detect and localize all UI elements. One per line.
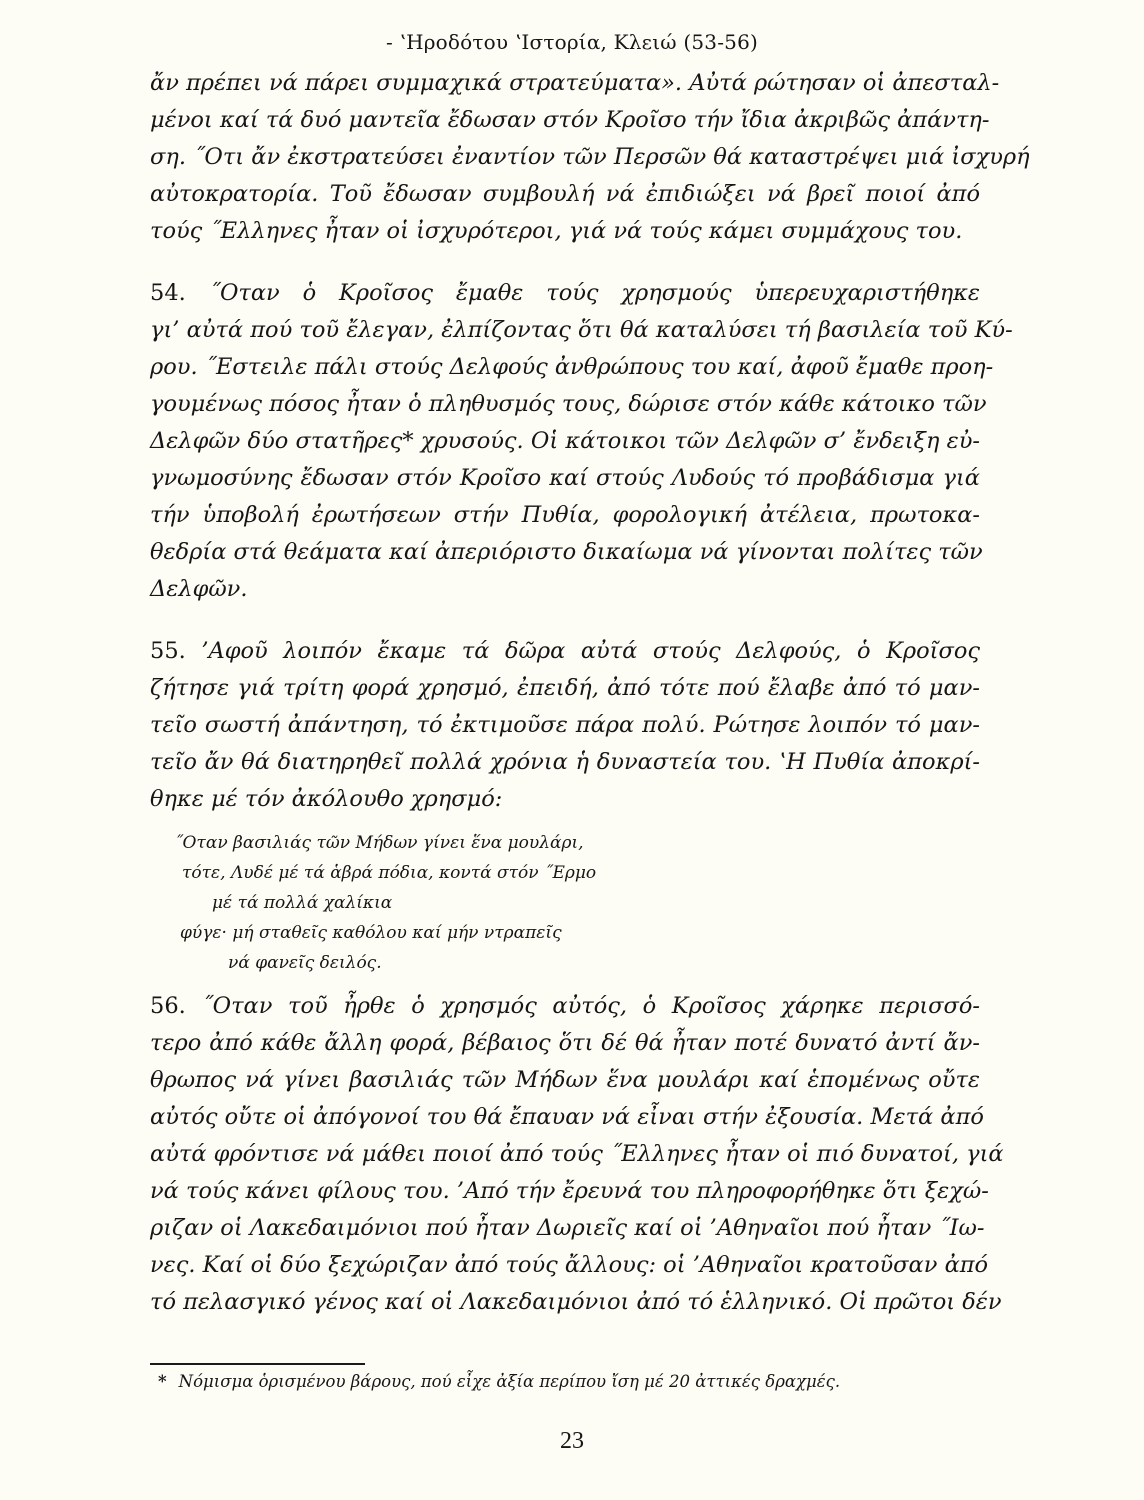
text-line: γι’ αὐτά πού τοῦ ἔλεγαν, ἐλπίζοντας ὅτι θά καταλύσει τή βασιλεία τοῦ Κύ- bbox=[150, 317, 1013, 343]
verse-line: μέ τά πολλά χαλίκια bbox=[212, 893, 393, 913]
text-line: τούς ˝Ελληνες ἦταν οἱ ἰσχυρότεροι, γιά νά τούς κάμει συμμάχους του. bbox=[150, 218, 963, 244]
paragraph-first-line bbox=[150, 633, 980, 670]
text-line: γνωμοσύνης ἔδωσαν στόν Κροῖσο καί στούς Λυδούς τό προβάδισμα γιά bbox=[150, 465, 980, 491]
text-line: τό πελασγικό γένος καί οἱ Λακεδαιμόνιοι ἀπό τό ἑλληνικό. Οἱ πρῶτοι δέν bbox=[150, 1289, 1002, 1315]
running-header: - ʽΗροδότου ʽΙστορία, Κλειώ (53-56) bbox=[386, 30, 758, 54]
text-line: ˝Οταν τοῦ ἦρθε ὁ χρησμός αὐτός, ὁ Κροῖσος χάρηκε περισσό- bbox=[201, 993, 981, 1019]
text-line: νες. Καί οἱ δύο ξεχώριζαν ἀπό τούς ἄλλους: οἱ ’Αθηναῖοι κρατοῦσαν ἀπό bbox=[150, 1252, 989, 1278]
text-line: μένοι καί τά δυό μαντεῖα ἔδωσαν στόν Κροῖσο τήν ἴδια ἀκριβῶς ἀπάντη- bbox=[150, 107, 990, 133]
text-line: ˝Οταν ὁ Κροῖσος ἔμαθε τούς χρησμούς ὑπερευχαριστήθηκε bbox=[208, 280, 981, 306]
text-line: αὐτά φρόντισε νά μάθει ποιοί ἀπό τούς ˝Ελληνες ἦταν οἱ πιό δυνατοί, γιά bbox=[150, 1141, 1004, 1167]
text-line: ἄν πρέπει νά πάρει συμμαχικά στρατεύματα». Αὐτά ρώτησαν οἱ ἀπεσταλ- bbox=[150, 70, 1000, 96]
paragraph-number: 56. bbox=[150, 993, 186, 1019]
footnote bbox=[158, 1372, 988, 1391]
paragraph-53-continuation bbox=[150, 65, 1030, 250]
text-line: τεῖο σωστή ἀπάντηση, τό ἐκτιμοῦσε πάρα πολύ. Ρώτησε λοιπόν τό μαν- bbox=[150, 712, 980, 738]
footnote-divider bbox=[150, 1363, 365, 1365]
verse-line: τότε, Λυδέ μέ τά ἁβρά πόδια, κοντά στόν ˝Ερμο bbox=[182, 863, 597, 883]
text-line: τεῖο ἄν θά διατηρηθεῖ πολλά χρόνια ἡ δυναστεία του. ʽΗ Πυθία ἀποκρί- bbox=[150, 749, 980, 775]
text-line: θρωπος νά γίνει βασιλιάς τῶν Μήδων ἕνα μουλάρι καί ἑπομένως οὔτε bbox=[150, 1067, 980, 1093]
text-line: ριζαν οἱ Λακεδαιμόνιοι πού ἦταν Δωριεῖς καί οἱ ’Αθηναῖοι πού ἦταν ˝Ιω- bbox=[150, 1215, 985, 1241]
footnote-marker: * bbox=[158, 1372, 167, 1391]
text-line: ’Αφοῦ λοιπόν ἔκαμε τά δῶρα αὐτά στούς Δελφούς, ὁ Κροῖσος bbox=[201, 638, 980, 664]
text-line: Δελφῶν δύο στατῆρες* χρυσούς. Οἱ κάτοικοι τῶν Δελφῶν σ’ ἔνδειξη εὐ- bbox=[150, 428, 980, 454]
paragraph-number: 55. bbox=[150, 638, 186, 664]
text-line: θεδρία στά θεάματα καί ἀπεριόριστο δικαίωμα νά γίνονται πολίτες τῶν bbox=[150, 539, 983, 565]
text-line: γουμένως πόσος ἦταν ὁ πληθυσμός τους, δώρισε στόν κάθε κάτοικο τῶν bbox=[150, 391, 987, 417]
text-line: θηκε μέ τόν ἀκόλουθο χρησμό: bbox=[150, 786, 503, 812]
text-line: αὐτός οὔτε οἱ ἀπόγονοί του θά ἔπαυαν νά εἶναι στήν ἐξουσία. Μετά ἀπό bbox=[150, 1104, 984, 1130]
paragraph-first-line bbox=[150, 988, 980, 1025]
main-text bbox=[150, 65, 1030, 1321]
text-line: τήν ὑποβολή ἐρωτήσεων στήν Πυθία, φορολογική ἀτέλεια, πρωτοκα- bbox=[150, 502, 980, 528]
text-line: ρου. ˝Εστειλε πάλι στούς Δελφούς ἀνθρώπους του καί, ἀφοῦ ἔμαθε προη- bbox=[150, 354, 994, 380]
paragraph-first-line bbox=[150, 275, 980, 312]
text-line: ση. ˝Οτι ἄν ἐκστρατεύσει ἐναντίον τῶν Περσῶν θά καταστρέψει μιά ἰσχυρή bbox=[150, 144, 1030, 170]
paragraph-56 bbox=[150, 988, 1004, 1321]
page-number: 23 bbox=[560, 1428, 584, 1454]
verse-line: φύγε· μή σταθεῖς καθόλου καί μήν ντραπεῖς bbox=[180, 923, 562, 943]
verse-line: ˝Οταν βασιλιάς τῶν Μήδων γίνει ἕνα μουλάρι, bbox=[174, 833, 584, 853]
text-line: τερο ἀπό κάθε ἄλλη φορά, βέβαιος ὅτι δέ θά ἦταν ποτέ δυνατό ἀντί ἄν- bbox=[150, 1030, 980, 1056]
text-line: νά τούς κάνει φίλους του. ’Από τήν ἔρευνά του πληροφορήθηκε ὅτι ξεχώ- bbox=[150, 1178, 989, 1204]
verse-line: νά φανεῖς δειλός. bbox=[228, 953, 382, 973]
text-line: αὐτοκρατορία. Τοῦ ἔδωσαν συμβουλή νά ἐπιδιώξει νά βρεῖ ποιοί ἀπό bbox=[150, 181, 980, 207]
paragraph-55 bbox=[150, 633, 980, 818]
footnote-text: Νόμισμα ὁρισμένου βάρους, πού εἶχε ἀξία περίπου ἴση μέ 20 ἀττικές δραχμές. bbox=[178, 1372, 841, 1391]
oracle-verse bbox=[150, 828, 980, 978]
paragraph-54 bbox=[150, 275, 1013, 608]
text-line: ζήτησε γιά τρίτη φορά χρησμό, ἐπειδή, ἀπό τότε πού ἔλαβε ἀπό τό μαν- bbox=[150, 675, 980, 701]
text-line: Δελφῶν. bbox=[150, 576, 248, 602]
paragraph-number: 54. bbox=[150, 280, 186, 306]
